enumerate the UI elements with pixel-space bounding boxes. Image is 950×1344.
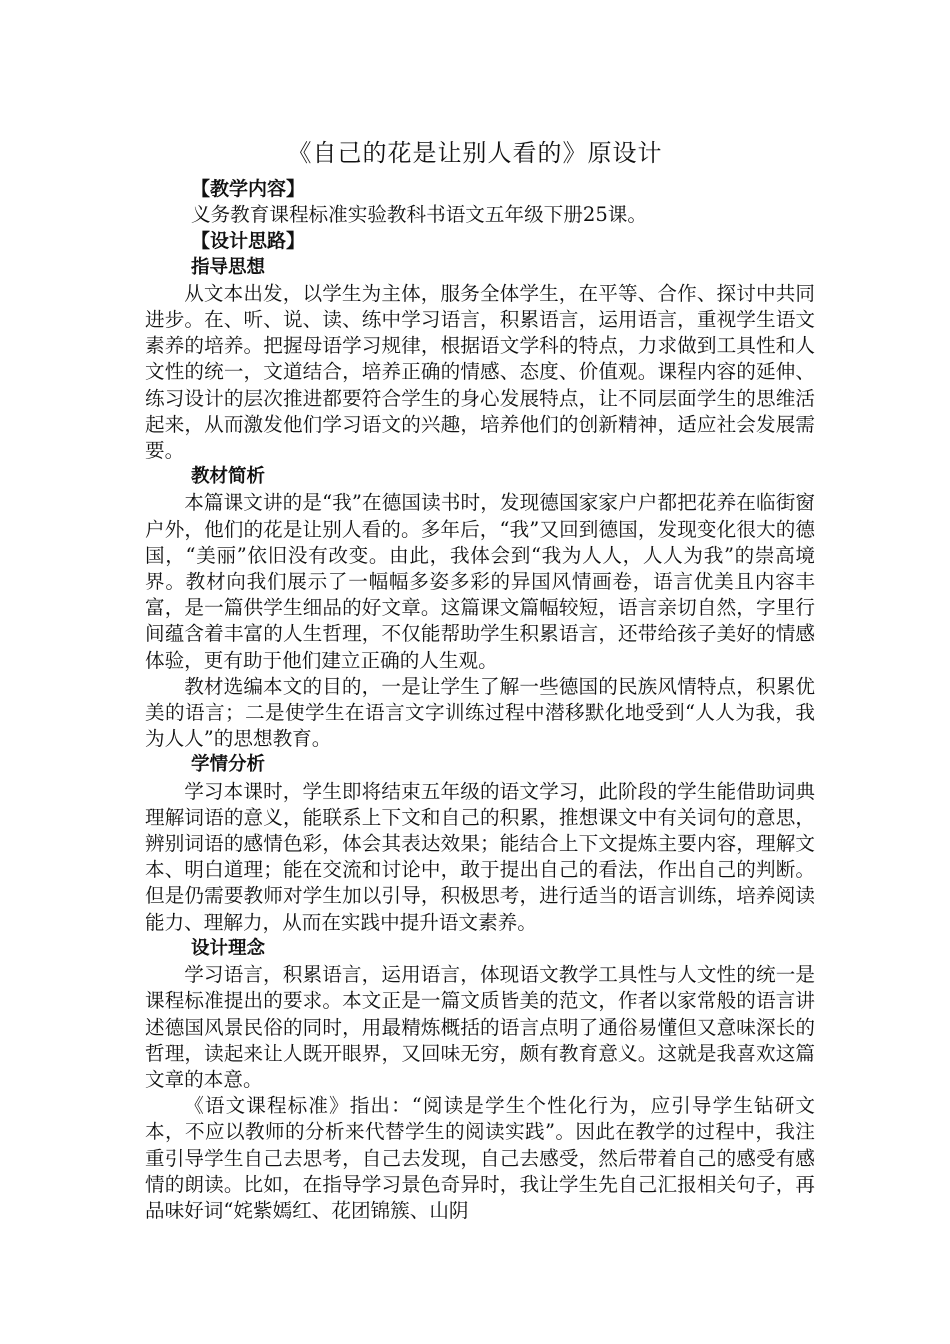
document-body bbox=[145, 176, 815, 1224]
paragraph-design-concept-2: 《语文课程标准》指出：“阅读是学生个性化行为，应引导学生钻研文本，不应以教师的分析来代替学生的阅读实践”。因此在教学的过程中，我注重引导学生自己去思考，自己去发现，自己去感受，然后带着自己的感受有感情的朗读。比如，在指导学习景色奇异时，我让学生先自己汇报相关句子，再品味好词“姹紫嫣红、花团锦簇、山阴 bbox=[145, 1094, 815, 1222]
subheading-student-analysis: 学情分析 bbox=[191, 754, 266, 776]
section-heading-design-ideas: 【设计思路】 bbox=[191, 230, 306, 253]
section-heading-teaching-content: 【教学内容】 bbox=[191, 178, 306, 200]
subheading-material-analysis: 教材简析 bbox=[191, 466, 266, 488]
subheading-guiding-thought: 指导思想 bbox=[191, 256, 266, 278]
teaching-content-text: 义务教育课程标准实验教科书语文五年级下册25课。 bbox=[191, 203, 647, 227]
document-title: 《自己的花是让别人看的》原设计 bbox=[287, 139, 663, 167]
paragraph-guiding-thought: 从文本出发，以学生为主体，服务全体学生，在平等、合作、探讨中共同进步。在、听、说、读、练中学习语言，积累语言，运用语言，重视学生语文素养的培养。把握母语学习规律，根据语文学科的特点，力求做到工具性和人文性的统一，文道结合，培养正确的情感、态度、价值观。课程内容的延伸、练习设计的层次推进都要符合学生的身心发展特点，让不同层面学生的思维活起来，从而激发他们学习语文的兴趣，培养他们的创新精神，适应社会发展需要。 bbox=[145, 281, 815, 463]
subheading-design-concept: 设计理念 bbox=[191, 937, 266, 959]
paragraph-design-concept-1: 学习语言，积累语言，运用语言，体现语文教学工具性与人文性的统一是课程标准提出的要求。本文正是一篇文质皆美的范文，作者以家常般的语言讲述德国风景民俗的同时，用最精炼概括的语言点明了通俗易懂但又意味深长的哲理，读起来让人既开眼界，又回味无穷，颇有教育意义。这就是我喜欢这篇文章的本意。 bbox=[145, 963, 815, 1091]
paragraph-student-analysis: 学习本课时，学生即将结束五年级的语文学习，此阶段的学生能借助词典理解词语的意义，能联系上下文和自己的积累，推想课文中有关词句的意思，辨别词语的感情色彩，体会其表达效果；能结合上下文提炼主要内容，理解文本、明白道理；能在交流和讨论中，敢于提出自己的看法，作出自己的判断。但是仍需要教师对学生加以引导，积极思考，进行适当的语言训练，培养阅读能力、理解力，从而在实践中提升语文素养。 bbox=[145, 779, 815, 934]
paragraph-material-analysis-2: 教材选编本文的目的，一是让学生了解一些德国的民族风情特点，积累优美的语言；二是使学生在语言文字训练过程中潜移默化地受到“人人为我，我为人人”的思想教育。 bbox=[145, 674, 815, 751]
paragraph-material-analysis-1: 本篇课文讲的是“我”在德国读书时，发现德国家家户户都把花养在临街窗户外，他们的花是让别人看的。多年后，“我”又回到德国，发现变化很大的德国，“美丽”依旧没有改变。由此，我体会到“我为人人，人人为我”的崇高境界。教材向我们展示了一幅幅多姿多彩的异国风情画卷，语言优美且内容丰富，是一篇供学生细品的好文章。这篇课文篇幅较短，语言亲切自然，字里行间蕴含着丰富的人生哲理，不仅能帮助学生积累语言，还带给孩子美好的情感体验，更有助于他们建立正确的人生观。 bbox=[145, 491, 815, 672]
